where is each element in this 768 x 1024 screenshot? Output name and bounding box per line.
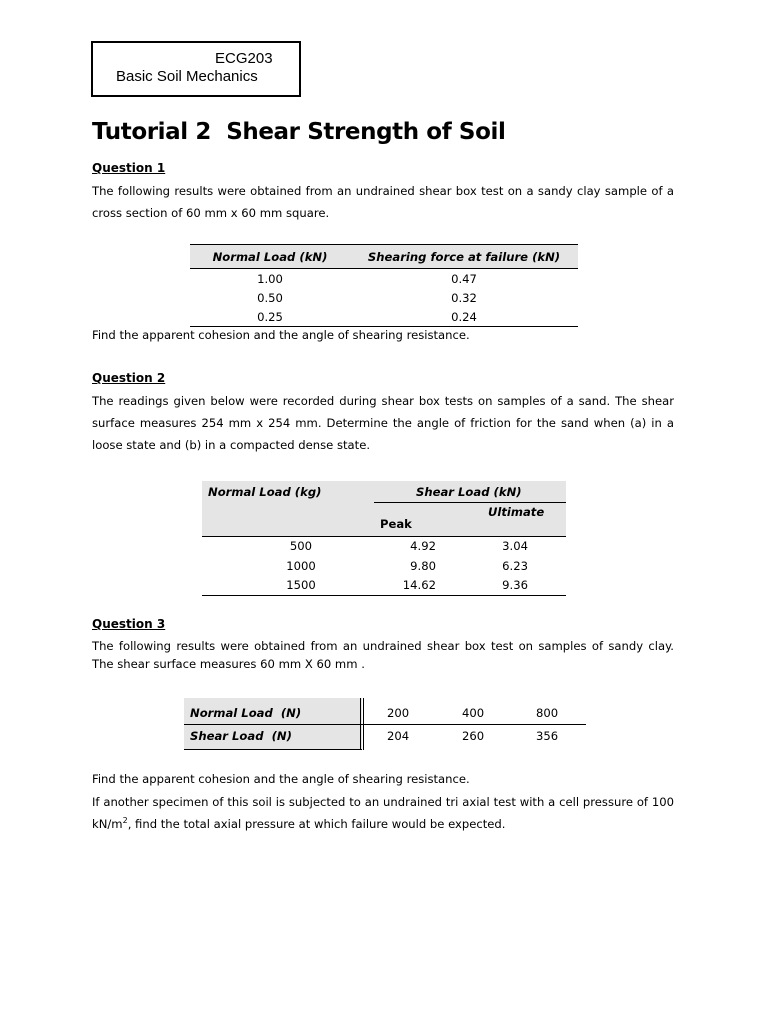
table-cell: 800 — [536, 706, 559, 720]
question-2-table — [202, 481, 566, 596]
table-cell: 4.92 — [410, 539, 436, 553]
question-3-intro: The following results were obtained from an undrained shear box test on samples of sandy clay. The shear surface measures 60 mm X 60 mm . — [92, 639, 674, 671]
question-3-task-2 — [92, 791, 674, 835]
course-name: Basic Soil Mechanics — [116, 68, 258, 85]
question-1-task: Find the apparent cohesion and the angle of shearing resistance. — [92, 328, 470, 342]
table-row — [190, 269, 578, 289]
divider — [360, 698, 361, 750]
divider — [184, 749, 362, 750]
table-cell: 1500 — [286, 578, 316, 592]
table-cell: 500 — [289, 539, 313, 553]
table-header-shearing-force: Shearing force at failure (kN) — [350, 245, 578, 269]
row-label-normal-load: Normal Load (N) — [190, 706, 302, 720]
question-1-intro: The following results were obtained from an undrained shear box test on a sandy clay sample of a cross section of 60 mm x 60 mm square. — [92, 184, 674, 220]
task-2-text-a: If another specimen of this soil is subjected to an undrained tri axial test with a cell pressure of 100 kN/m — [92, 795, 674, 831]
question-3-heading: Question 3 — [92, 617, 166, 631]
table-cell: 3.04 — [502, 539, 528, 553]
course-code: ECG203 — [215, 50, 273, 67]
question-1-heading: Question 1 — [92, 161, 166, 175]
question-2-intro: The readings given below were recorded during shear box tests on samples of a sand. The shear surface measures 254 mm x 254 mm. Determine the angle of friction for the sand when (a) in a loose state and (b) in a compacted dense state. — [92, 394, 674, 452]
page-title: Tutorial 2 Shear Strength of Soil — [92, 119, 506, 145]
course-box — [91, 41, 301, 97]
table-cell: 9.80 — [410, 559, 436, 573]
table-cell: 14.62 — [402, 578, 436, 592]
table-cell: 1.00 — [257, 271, 283, 286]
table-cell: 200 — [387, 706, 410, 720]
table-cell: 0.50 — [257, 290, 283, 305]
divider — [363, 698, 364, 750]
question-2-heading: Question 2 — [92, 371, 166, 385]
table-cell: 204 — [387, 729, 410, 743]
table-cell: 0.47 — [451, 271, 477, 286]
table-row — [190, 288, 578, 307]
table-cell: 260 — [462, 729, 485, 743]
table-cell: 6.23 — [502, 559, 528, 573]
table-header-shear-load: Shear Load (kN) — [416, 485, 522, 499]
table-header-peak: Peak — [380, 517, 412, 531]
question-1-table — [190, 244, 578, 327]
question-3-table — [184, 698, 586, 750]
divider — [202, 536, 566, 537]
table-cell: 0.32 — [451, 290, 477, 305]
table-cell: 0.25 — [190, 307, 350, 327]
divider — [184, 724, 586, 725]
table-header-normal-load: Normal Load (kN) — [190, 245, 350, 269]
table-cell: 1000 — [286, 559, 316, 573]
table-cell: 0.24 — [350, 307, 578, 327]
superscript: 2 — [122, 816, 128, 826]
task-2-text-b: , find the total axial pressure at which failure would be expected. — [127, 817, 506, 831]
question-3-task-1: Find the apparent cohesion and the angle of shearing resistance. — [92, 772, 470, 786]
table-cell: 9.36 — [502, 578, 528, 592]
row-label-shear-load: Shear Load (N) — [190, 729, 292, 743]
table-cell: 356 — [536, 729, 559, 743]
divider — [374, 502, 566, 503]
table-cell: 400 — [462, 706, 485, 720]
table-row — [190, 307, 578, 327]
divider — [202, 595, 566, 596]
table-header-ultimate: Ultimate — [488, 505, 545, 519]
table-header-normal-load: Normal Load (kg) — [208, 485, 322, 499]
